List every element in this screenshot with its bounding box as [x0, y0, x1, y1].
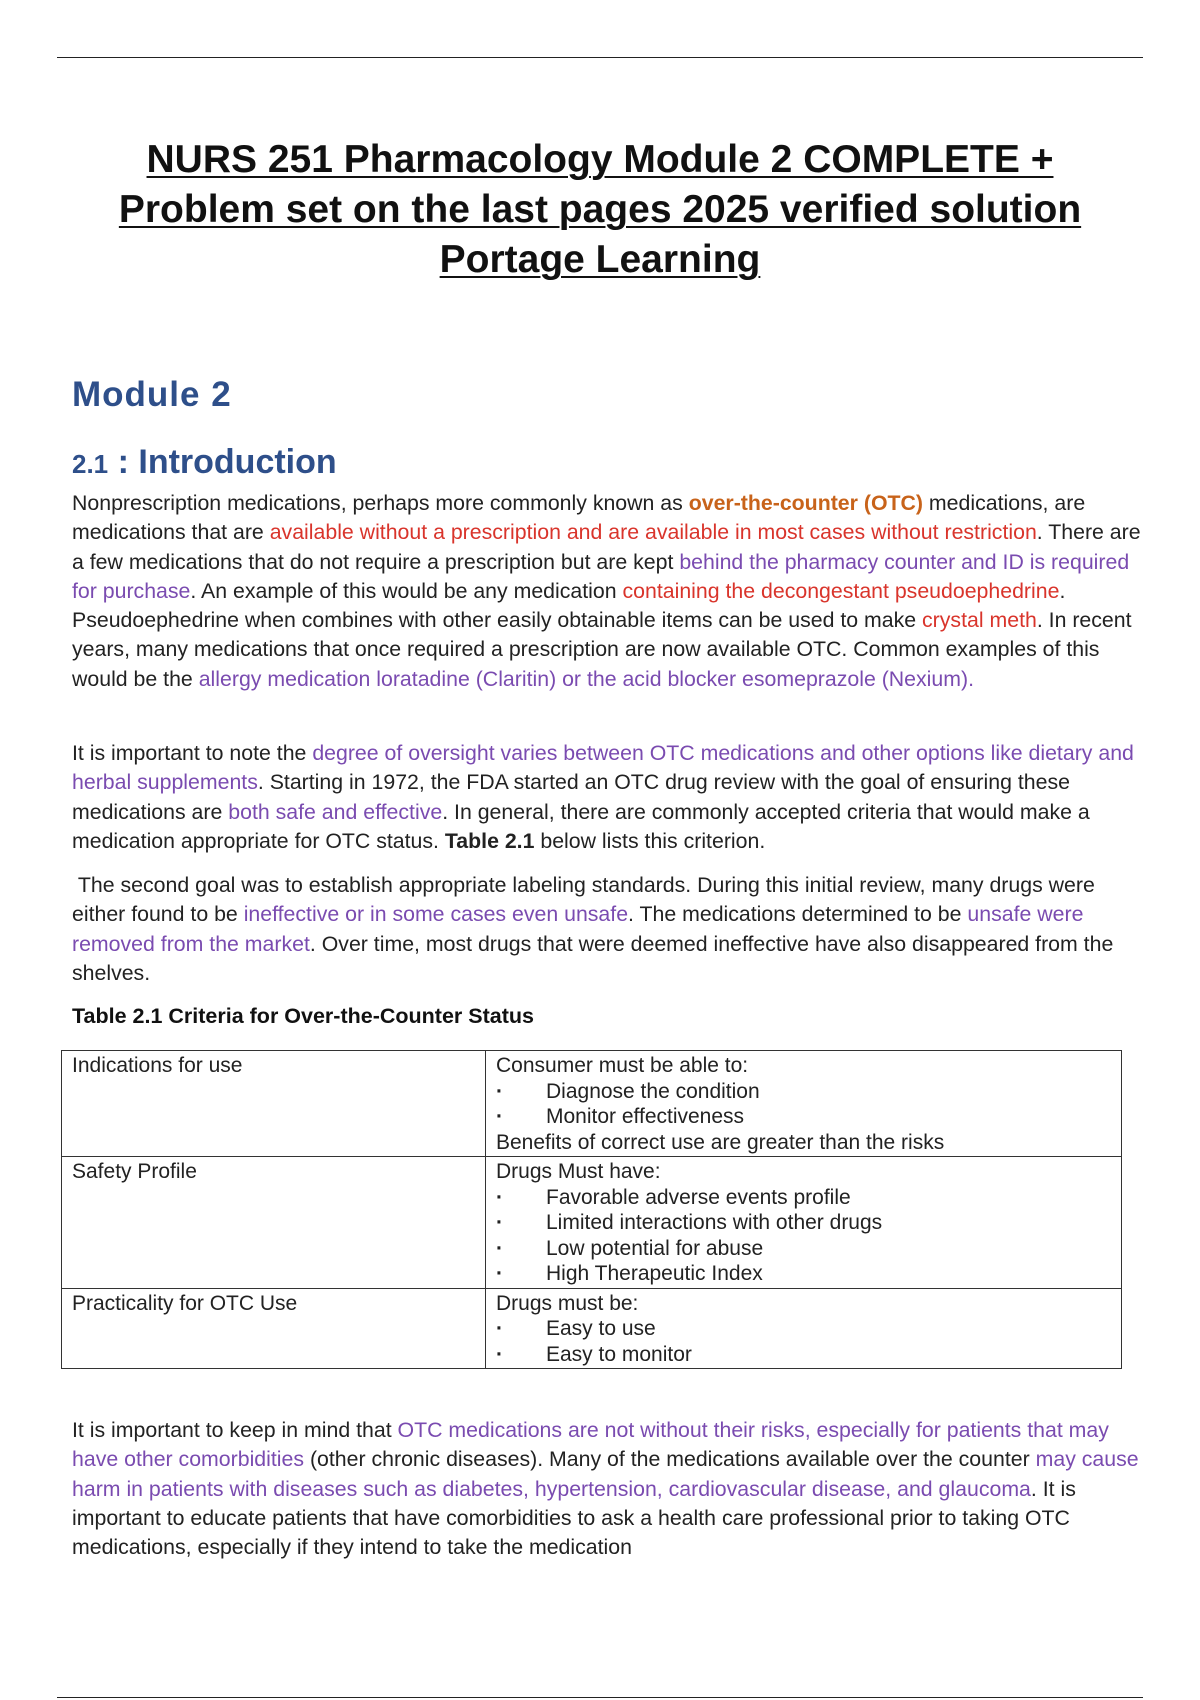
bullet-item: · Easy to use: [496, 1316, 1111, 1342]
highlight-removed: unsafe were removed from the market: [72, 902, 1084, 956]
highlight-risks: OTC medications are not without their risks, especially for patients that may have other comorbidities: [72, 1418, 1109, 1472]
bullet-item: · High Therapeutic Index: [496, 1261, 1111, 1287]
highlight-safe-effective: both safe and effective: [228, 799, 443, 824]
text: . It is important to educate patients that have comorbidities to ask a health care professional prior to taking OTC medications, especially if they intend to take the medication: [72, 1476, 1076, 1560]
table-reference: Table 2.1: [444, 828, 535, 853]
text: . There are a few medications that do not require a prescription but are kept: [72, 520, 1141, 574]
highlight-behind-counter: behind the pharmacy counter and ID is required for purchase: [72, 549, 1130, 603]
criteria-intro: Consumer must be able to:: [496, 1054, 749, 1077]
highlight-otc-term: over-the-counter (OTC): [688, 491, 923, 515]
criteria-intro: Drugs Must have:: [496, 1160, 661, 1183]
title-line-1: NURS 251 Pharmacology Module 2 COMPLETE +: [146, 138, 1054, 181]
bullet-item: · Easy to monitor: [496, 1342, 1111, 1368]
text: It is important to note the: [72, 741, 313, 765]
bullet-item: · Favorable adverse events profile: [496, 1185, 1111, 1211]
bottom-rule: [57, 1697, 1143, 1698]
text: . In general, there are commonly accepted criteria that would make a medication appropriate for OTC status.: [72, 799, 1090, 853]
row-criteria: [486, 1157, 1122, 1289]
bullet-item: · Diagnose the condition: [496, 1079, 1111, 1105]
text: It is important to keep in mind that: [72, 1418, 398, 1442]
text: below lists this criterion.: [534, 828, 766, 853]
criteria-intro: Drugs must be:: [496, 1291, 639, 1315]
section-title: Introduction: [138, 443, 337, 481]
row-label: Practicality for OTC Use: [62, 1288, 486, 1369]
text: . Over time, most drugs that were deemed ineffective have also disappeared from the shelves.: [72, 931, 1114, 985]
section-heading: [72, 443, 337, 482]
top-rule: [57, 57, 1143, 58]
otc-criteria-table: [61, 1050, 1122, 1369]
section-number: 2.1: [72, 449, 109, 479]
row-criteria: [486, 1288, 1122, 1369]
paragraph-oversight: [72, 739, 1142, 856]
paragraph-risks: [72, 1416, 1142, 1562]
paragraph-otc-intro: [72, 489, 1142, 694]
text: .: [968, 666, 975, 691]
paragraph-labeling: [72, 871, 1142, 988]
highlight-diseases: may cause harm in patients with diseases such as diabetes, hypertension, cardiovascular disease, and glaucoma: [72, 1447, 1139, 1501]
row-criteria: [486, 1051, 1122, 1157]
text: . Pseudoephedrine when combines with other easily obtainable items can be used to make: [72, 578, 1066, 633]
bullet-item: · Limited interactions with other drugs: [496, 1210, 1111, 1236]
text: Nonprescription medications, perhaps more commonly known as: [72, 491, 689, 515]
text: . An example of this would be any medication: [190, 578, 623, 603]
table-row: [62, 1157, 1122, 1289]
title-line-3: Portage Learning: [439, 238, 761, 281]
highlight-ineffective: ineffective or in some cases even unsafe: [243, 902, 629, 927]
highlight-pseudoephedrine: containing the decongestant pseudoephedrine: [622, 578, 1060, 603]
text: . Starting in 1972, the FDA started an OTC drug review with the goal of ensuring these medications are: [72, 770, 1070, 824]
highlight-examples: allergy medication loratadine (Claritin) or the acid blocker esomeprazole (Nexium): [198, 666, 969, 691]
highlight-crystal-meth: crystal meth: [922, 608, 1037, 633]
text: . In recent years, many medications that once required a prescription are now available OTC. Common examples of this would be the: [72, 608, 1132, 691]
text: medications, are medications that are: [72, 491, 1086, 545]
table-row: [62, 1051, 1122, 1157]
title-line-2: Problem set on the last pages 2025 verified solution: [118, 188, 1082, 231]
criteria-outro: Benefits of correct use are greater than the risks: [496, 1130, 945, 1154]
bullet-item: · Low potential for abuse: [496, 1236, 1111, 1262]
table-caption: Table 2.1 Criteria for Over-the-Counter Status: [72, 1004, 534, 1028]
bullet-item: · Monitor effectiveness: [496, 1104, 1111, 1130]
text: (other chronic diseases). Many of the medications available over the counter: [304, 1447, 1036, 1472]
highlight-availability: available without a prescription and are available in most cases without restriction: [269, 520, 1037, 545]
row-label: Safety Profile: [62, 1157, 486, 1289]
document-title: [40, 135, 1160, 285]
text: The second goal was to establish appropriate labeling standards. During this initial review, many drugs were either found to be: [72, 873, 1095, 927]
module-heading: Module 2: [72, 375, 232, 414]
section-separator: :: [108, 443, 139, 481]
row-label: Indications for use: [62, 1051, 486, 1157]
highlight-oversight: degree of oversight varies between OTC medications and other options like dietary and herbal supplements: [72, 741, 1134, 795]
text: . The medications determined to be: [628, 902, 968, 927]
table-row: [62, 1288, 1122, 1369]
